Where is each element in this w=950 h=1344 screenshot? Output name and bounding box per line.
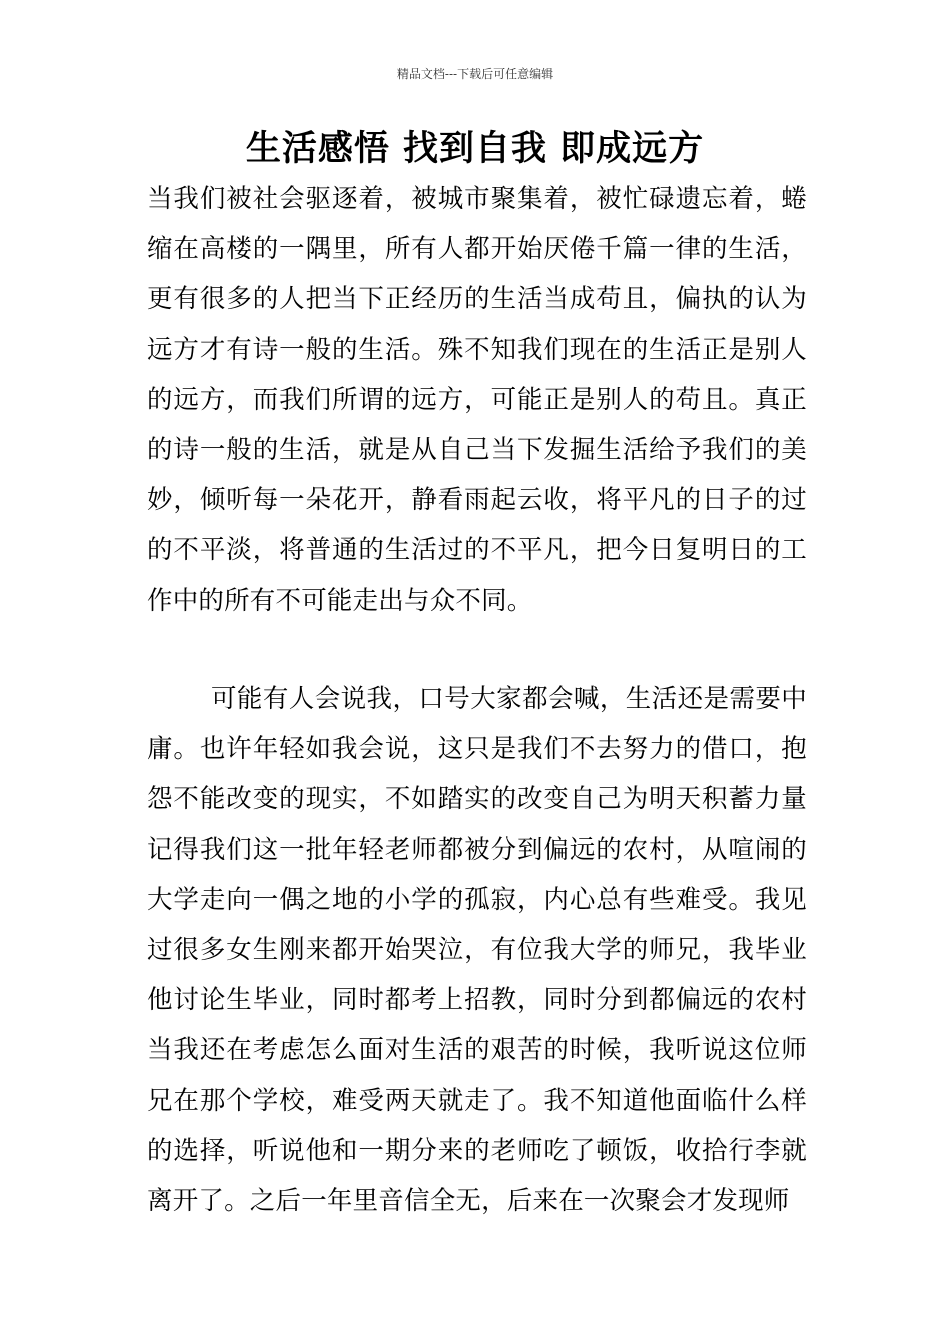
body-paragraph-2: 可能有人会说我，口号大家都会喊，生活还是需要中庸。也许年轻如我会说，这只是我们不去努力的借口，抱怨不能改变的现实，不如踏实的改变自己为明天积蓄力量记得我们这一批年轻老师都被分到偏远的农村，从喧闹的大学走向一偶之地的小学的孤寂，内心总有些难受。我见过很多女生刚来都开始哭泣，有位我大学的师兄，我毕业他讨论生毕业，同时都考上招教，同时分到都偏远的农村当我还在考虑怎么面对生活的艰苦的时候，我听说这位师兄在那个学校，难受两天就走了。我不知道他面临什么样的选择，听说他和一期分来的老师吃了顿饭，收拾行李就离开了。之后一年里音信全无，后来在一次聚会才发现师	[147, 684, 807, 1217]
document-title: 生活感悟 找到自我 即成远方	[245, 129, 705, 169]
body-paragraph-1: 当我们被社会驱逐着，被城市聚集着，被忙碌遗忘着，蜷缩在高楼的一隅里，所有人都开始厌倦千篇一律的生活，更有很多的人把当下正经历的生活当成苟且，偏执的认为远方才有诗一般的生活。殊不知我们现在的生活正是别人的远方，而我们所谓的远方，可能正是别人的苟且。真正的诗一般的生活，就是从自己当下发掘生活给予我们的美妙，倾听每一朵花开，静看雨起云收，将平凡的日子的过的不平淡，将普通的生活过的不平凡，把今日复明日的工作中的所有不可能走出与众不同。	[147, 184, 807, 616]
header-note: 精品文档---下载后可任意编辑	[396, 67, 554, 81]
